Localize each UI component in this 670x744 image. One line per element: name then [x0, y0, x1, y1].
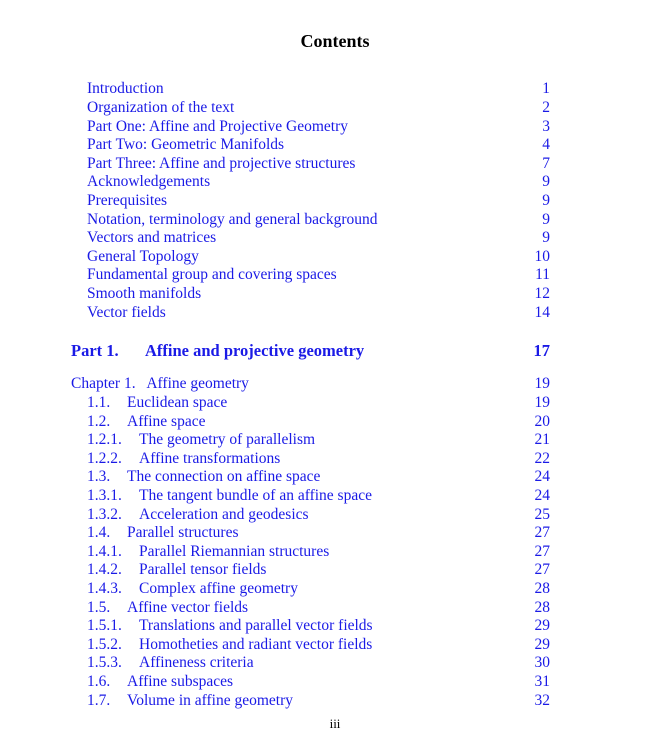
toc-entry-label[interactable]: Prerequisites [87, 192, 168, 209]
toc-part-page: 17 [533, 341, 550, 360]
toc-section-label[interactable] [87, 616, 373, 635]
toc-section-page: 28 [534, 599, 550, 616]
toc-section-label[interactable] [87, 635, 372, 654]
toc-section-label[interactable] [87, 598, 248, 617]
section-title: Homotheties and radiant vector fields [139, 636, 373, 653]
toc-section-label[interactable] [87, 523, 238, 542]
toc-entry-label[interactable]: Part One: Affine and Projective Geometry [87, 118, 348, 135]
toc-entry-page: 1 [542, 80, 550, 97]
toc-section-page: 19 [534, 394, 550, 411]
toc-section-entry[interactable] [0, 672, 670, 691]
toc-part-label[interactable] [71, 340, 364, 362]
toc-subsection-entry[interactable] [0, 486, 670, 505]
toc-section-page: 27 [534, 543, 550, 560]
toc-part-entry[interactable] [0, 340, 670, 362]
toc-subsection-entry[interactable] [0, 430, 670, 449]
toc-entry[interactable] [0, 79, 670, 98]
section-title: Euclidean space [127, 394, 228, 411]
section-title: Volume in affine geometry [127, 692, 294, 709]
toc-section-label[interactable] [87, 412, 205, 431]
toc-subsection-entry[interactable] [0, 635, 670, 654]
toc-entry-page: 9 [542, 229, 550, 246]
section-number: 1.4.3. [87, 580, 122, 597]
toc-entry[interactable] [0, 172, 670, 191]
toc-entry-page: 4 [542, 136, 550, 153]
section-number: 1.4.1. [87, 543, 122, 560]
section-number: 1.1. [87, 394, 111, 411]
section-number: 1.2.2. [87, 450, 122, 467]
toc-section-label[interactable] [87, 393, 227, 412]
toc-entry[interactable] [0, 303, 670, 322]
toc-entry-page: 14 [534, 304, 550, 321]
toc-entry[interactable] [0, 135, 670, 154]
toc-section-page: 32 [534, 692, 550, 709]
section-title: Translations and parallel vector fields [139, 617, 373, 634]
toc-section-label[interactable] [87, 467, 320, 486]
section-number: 1.4. [87, 524, 111, 541]
toc-section-label[interactable] [87, 653, 254, 672]
section-title: The tangent bundle of an affine space [139, 487, 372, 504]
section-number: 1.2.1. [87, 431, 122, 448]
toc-subsection-entry[interactable] [0, 505, 670, 524]
toc-entry-label[interactable]: Vector fields [87, 304, 166, 321]
toc-entry-page: 3 [542, 118, 550, 135]
toc-entry-label[interactable]: General Topology [87, 248, 199, 265]
toc-entry-page: 9 [542, 192, 550, 209]
toc-subsection-entry[interactable] [0, 449, 670, 468]
toc-entry[interactable] [0, 284, 670, 303]
toc-section-page: 29 [534, 636, 550, 653]
section-title: The connection on affine space [127, 468, 321, 485]
toc-section-label[interactable] [87, 691, 293, 710]
toc-entry-page: 9 [542, 173, 550, 190]
section-title: The geometry of parallelism [139, 431, 316, 448]
toc-entry-page: 9 [542, 211, 550, 228]
part-title: Affine and projective geometry [145, 341, 365, 360]
section-number: 1.3.2. [87, 506, 122, 523]
page-title: Contents [300, 31, 370, 51]
toc-subsection-entry[interactable] [0, 653, 670, 672]
section-number: 1.5.1. [87, 617, 122, 634]
section-title: Parallel Riemannian structures [139, 543, 330, 560]
section-number: 1.6. [87, 673, 111, 690]
toc-chapter-entry[interactable] [0, 374, 670, 393]
part-number: Part 1. [71, 341, 119, 360]
toc-section-page: 29 [534, 617, 550, 634]
toc-section-label[interactable] [87, 542, 329, 561]
toc-entry-page: 11 [535, 266, 550, 283]
section-number: 1.3. [87, 468, 111, 485]
toc-entry-label[interactable]: Part Two: Geometric Manifolds [87, 136, 285, 153]
section-number: 1.7. [87, 692, 111, 709]
section-title: Parallel structures [127, 524, 239, 541]
toc-section-page: 20 [534, 413, 550, 430]
toc-entry-label[interactable]: Fundamental group and covering spaces [87, 266, 337, 283]
toc-section-entry[interactable] [0, 467, 670, 486]
section-title: Complex affine geometry [139, 580, 298, 597]
toc-section-page: 27 [534, 561, 550, 578]
toc-entry[interactable] [0, 228, 670, 247]
section-title: Affine vector fields [127, 599, 249, 616]
toc-section-label[interactable] [87, 449, 280, 468]
toc-entry-page: 7 [542, 155, 550, 172]
toc-subsection-entry[interactable] [0, 560, 670, 579]
toc-section-entry[interactable] [0, 523, 670, 542]
toc-entry-label[interactable]: Part Three: Affine and projective structures [87, 155, 356, 172]
toc-section-page: 21 [534, 431, 550, 448]
toc-section-label[interactable] [87, 672, 233, 691]
toc-chapter-page: 19 [534, 375, 550, 392]
section-title: Acceleration and geodesics [139, 506, 309, 523]
section-number: 1.5.3. [87, 654, 122, 671]
toc-entry[interactable] [0, 117, 670, 136]
toc-entry-label[interactable]: Notation, terminology and general background [87, 211, 378, 228]
toc-section-page: 22 [534, 450, 550, 467]
toc-entry[interactable] [0, 191, 670, 210]
toc-section-label[interactable] [87, 579, 298, 598]
toc-entry-page: 2 [542, 99, 550, 116]
toc-subsection-entry[interactable] [0, 542, 670, 561]
section-title: Parallel tensor fields [139, 561, 267, 578]
toc-section-entry[interactable] [0, 393, 670, 412]
toc-section-label[interactable] [87, 430, 315, 449]
toc-entry-label[interactable]: Acknowledgements [87, 173, 211, 190]
toc-entry[interactable] [0, 154, 670, 173]
section-number: 1.3.1. [87, 487, 122, 504]
toc-subsection-entry[interactable] [0, 616, 670, 635]
section-title: Affineness criteria [139, 654, 254, 671]
toc-section-entry[interactable] [0, 598, 670, 617]
section-title: Affine space [127, 413, 206, 430]
section-number: 1.4.2. [87, 561, 122, 578]
section-title: Affine transformations [139, 450, 281, 467]
section-number: 1.5.2. [87, 636, 122, 653]
toc-chapter-label[interactable]: Chapter 1. Affine geometry [71, 375, 249, 392]
section-number: 1.2. [87, 413, 111, 430]
toc-entry[interactable] [0, 265, 670, 284]
toc-section-page: 24 [534, 468, 550, 485]
section-title: Affine subspaces [127, 673, 234, 690]
toc-section-label[interactable] [87, 505, 309, 524]
toc-entry-label[interactable]: Introduction [87, 80, 164, 97]
toc-subsection-entry[interactable] [0, 579, 670, 598]
toc-section-page: 24 [534, 487, 550, 504]
section-number: 1.5. [87, 599, 111, 616]
toc-section-page: 31 [534, 673, 550, 690]
toc-section-label[interactable] [87, 486, 372, 505]
toc-section-entry[interactable] [0, 691, 670, 710]
toc-section-entry[interactable] [0, 412, 670, 431]
toc-entry-label[interactable]: Vectors and matrices [87, 229, 217, 246]
toc-entry-label[interactable]: Smooth manifolds [87, 285, 202, 302]
toc-entry-page: 10 [534, 248, 550, 265]
page-number: iii [329, 716, 341, 731]
toc-entry-label[interactable]: Organization of the text [87, 99, 235, 116]
toc-section-page: 30 [534, 654, 550, 671]
toc-entry[interactable] [0, 247, 670, 266]
toc-section-label[interactable] [87, 560, 266, 579]
toc-section-page: 28 [534, 580, 550, 597]
toc-section-page: 25 [534, 506, 550, 523]
toc-section-page: 27 [534, 524, 550, 541]
toc-entry[interactable] [0, 210, 670, 229]
toc-entry-page: 12 [534, 285, 550, 302]
toc-entry[interactable] [0, 98, 670, 117]
